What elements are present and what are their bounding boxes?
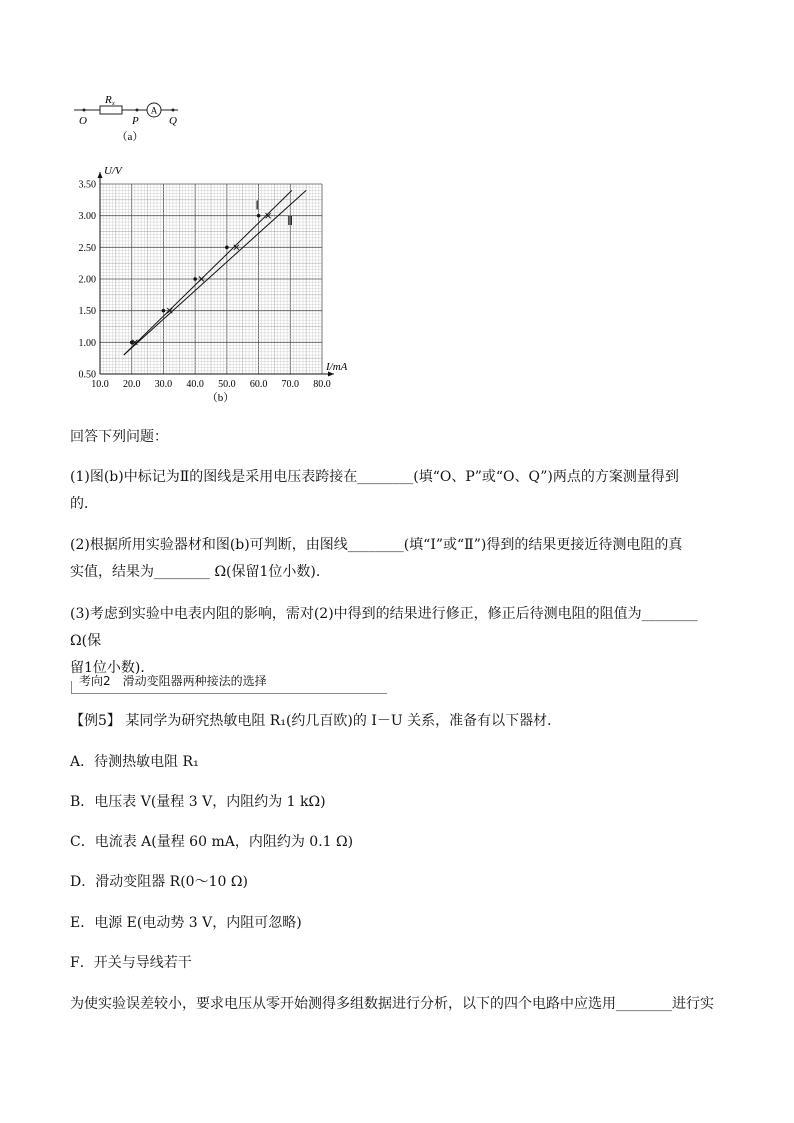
svg-text:A: A xyxy=(150,105,158,116)
question-3-line-1: (3)考虑到实验中电表内阻的影响，需对(2)中得到的结果进行修正，修正后待测电阻的阻值为________ Ω(保 xyxy=(70,606,698,649)
y-axis-label: U/V xyxy=(104,165,122,177)
y-tick-label: 1.00 xyxy=(78,337,96,349)
x-tick-label: 20.0 xyxy=(122,379,141,390)
svg-text:（a）: （a） xyxy=(116,131,144,143)
question-1-line-2: 的． xyxy=(70,496,98,512)
option-a: A．待测热敏电阻 R₁ xyxy=(70,754,199,770)
y-tick-label: 2.50 xyxy=(78,242,96,254)
series-1-point xyxy=(225,246,229,250)
y-tick-label: 3.00 xyxy=(78,211,96,223)
series-1-point xyxy=(257,214,261,218)
y-tick-label: 3.50 xyxy=(78,179,96,191)
question-3-line-2: 留1位小数)． xyxy=(70,660,155,676)
section-title: 考向2 滑动变阻器两种接法的选择 xyxy=(79,674,267,688)
y-axis-arrow xyxy=(98,172,103,178)
x-tick-label: 50.0 xyxy=(218,379,236,390)
option-f: F．开关与导线若干 xyxy=(70,955,192,971)
intro-text: 回答下列问题： xyxy=(70,429,168,445)
question-2 xyxy=(70,532,730,586)
series-label-2: Ⅱ xyxy=(287,214,294,229)
x-tick-label: 80.0 xyxy=(313,379,331,390)
graph-caption: （b） xyxy=(206,392,235,404)
x-tick-label: 40.0 xyxy=(186,379,204,390)
svg-text:O: O xyxy=(79,115,87,127)
option-b: B．电压表 V(量程 3 V，内阻约为 1 kΩ) xyxy=(70,794,326,810)
svg-text:Q: Q xyxy=(169,115,177,127)
question-2-line-2: 实值，结果为________ Ω(保留1位小数)． xyxy=(70,564,330,580)
y-tick-label: 1.50 xyxy=(78,306,96,318)
circuit-diagram-a xyxy=(70,92,200,147)
example-5-stem: 【例5】 某同学为研究热敏电阻 R₁(约几百欧)的 I－U 关系，准备有以下器材． xyxy=(70,713,562,729)
x-tick-label: 60.0 xyxy=(249,379,268,390)
x-tick-label: 30.0 xyxy=(154,379,173,390)
final-question-line: 为使实验误差较小，要求电压从零开始测得多组数据进行分析，以下的四个电路中应选用________进行实 xyxy=(70,996,714,1012)
x-tick-label: 70.0 xyxy=(281,379,300,390)
option-d: D．滑动变阻器 R(0～10 Ω) xyxy=(70,874,248,890)
ui-graph-b xyxy=(60,160,380,410)
option-c: C．电流表 A(量程 60 mA，内阻约为 0.1 Ω) xyxy=(70,834,354,850)
resistor-rx xyxy=(100,106,122,114)
svg-text:R: R xyxy=(105,94,112,106)
series-1-point xyxy=(193,277,197,281)
question-2-line-1: (2)根据所用实验器材和图(b)可判断，由图线________(填“Ⅰ”或“Ⅱ”)得到的结果更接近待测电阻的真 xyxy=(70,537,683,553)
series-label-1: Ⅰ xyxy=(255,198,259,213)
y-tick-label: 2.00 xyxy=(78,274,96,286)
question-1 xyxy=(70,464,730,518)
section-header xyxy=(71,669,387,694)
section-divider xyxy=(71,693,387,694)
x-tick-label: 10.0 xyxy=(91,379,109,390)
x-axis-label: I/mA xyxy=(326,361,348,373)
question-1-line-1: (1)图(b)中标记为Ⅱ的图线是采用电压表跨接在________(填“O、P”或“O、Q”)两点的方案测量得到 xyxy=(70,469,679,485)
option-e: E．电源 E(电动势 3 V，内阻可忽略) xyxy=(70,915,302,931)
series-1-point xyxy=(162,309,166,313)
svg-text:x: x xyxy=(112,101,115,107)
svg-text:P: P xyxy=(132,115,139,127)
y-tick-label: 0.50 xyxy=(78,369,96,381)
